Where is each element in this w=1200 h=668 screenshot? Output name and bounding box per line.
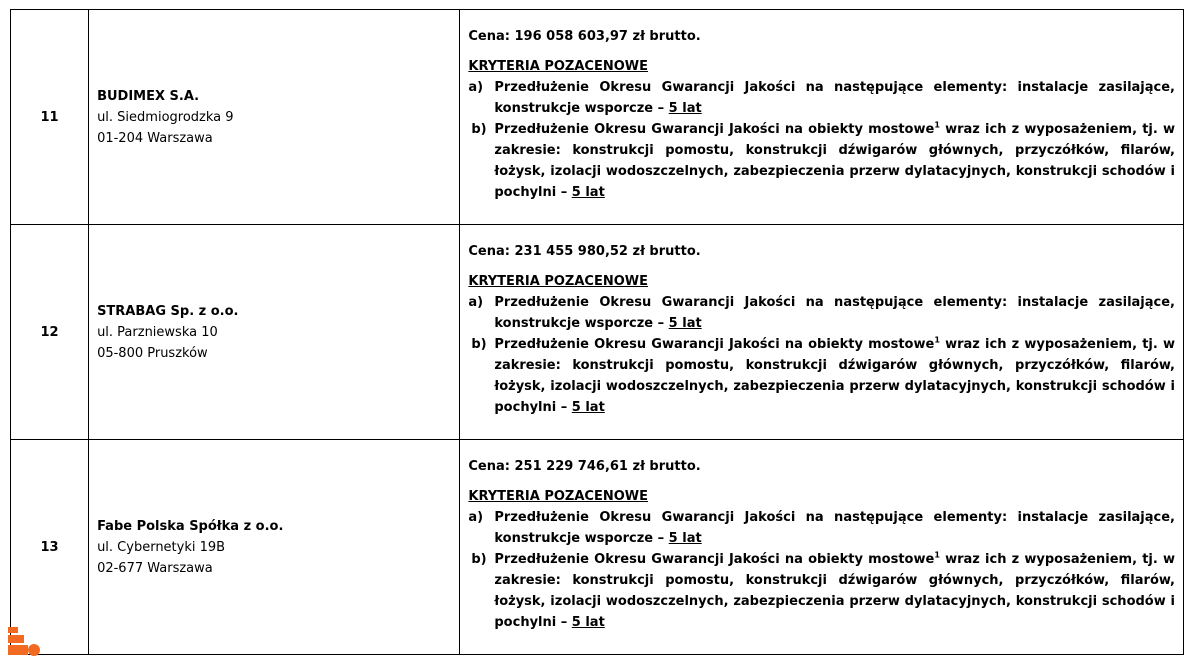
offer-cell <box>460 10 1184 225</box>
criteria-heading: KRYTERIA POZACENOWE <box>468 489 648 504</box>
company-cell <box>89 225 460 440</box>
criterion-a-body <box>494 77 1175 119</box>
criterion-b-text-2: wraz ich z wyposażeniem, tj. w zakresie: konstrukcji pomostu, konstrukcji dźwigarów głównych, przyczółków, filarów, łożysk, izolacji wodoszczelnych, zabezpieczenia przerw dylatacyjnych, konstrukcji schodów i pochylni – <box>494 122 1175 200</box>
criterion-b-duration: 5 lat <box>571 185 605 200</box>
criterion-a-text: Przedłużenie Okresu Gwarancji Jakości na następujące elementy: instalacje zasilające, konstrukcje wsporcze – <box>494 510 1175 546</box>
criterion-b-text-1: Przedłużenie Okresu Gwarancji Jakości na obiekty mostowe <box>494 337 935 352</box>
footnote-marker: 1 <box>934 550 940 560</box>
offer-cell <box>460 225 1184 440</box>
company-cell <box>89 10 460 225</box>
company-street: ul. Siedmiogrodzka 9 <box>97 109 234 125</box>
criterion-b-duration: 5 lat <box>571 400 605 415</box>
criterion-a-body <box>494 507 1175 549</box>
criteria-heading: KRYTERIA POZACENOWE <box>468 59 648 74</box>
criterion-b <box>468 119 1175 203</box>
row-number: 13 <box>11 440 89 655</box>
criterion-a-text: Przedłużenie Okresu Gwarancji Jakości na następujące elementy: instalacje zasilające, konstrukcje wsporcze – <box>494 80 1175 116</box>
criterion-a-duration: 5 lat <box>668 316 702 331</box>
table-row <box>11 225 1184 440</box>
offers-table <box>10 9 1184 655</box>
row-number: 12 <box>11 225 89 440</box>
criterion-b-body <box>494 549 1175 633</box>
criterion-b-text-1: Przedłużenie Okresu Gwarancji Jakości na obiekty mostowe <box>494 122 935 137</box>
criterion-a-letter: a) <box>468 295 484 310</box>
criterion-a <box>468 77 1175 119</box>
table-row <box>11 440 1184 655</box>
company-name: BUDIMEX S.A. <box>97 88 200 104</box>
row-number: 11 <box>11 10 89 225</box>
criterion-a-duration: 5 lat <box>668 101 702 116</box>
criterion-a-duration: 5 lat <box>668 531 702 546</box>
company-city: 02-677 Warszawa <box>97 560 213 576</box>
company-street: ul. Cybernetyki 19B <box>97 539 226 555</box>
criterion-b-body <box>494 119 1175 203</box>
footnote-marker: 1 <box>934 335 940 345</box>
criterion-b-letter: b) <box>471 337 487 352</box>
criterion-a-letter: a) <box>468 510 484 525</box>
offer-price: Cena: 196 058 603,97 zł brutto. <box>468 29 701 44</box>
company-city: 05-800 Pruszków <box>97 345 208 361</box>
criterion-b-text-1: Przedłużenie Okresu Gwarancji Jakości na obiekty mostowe <box>494 552 935 567</box>
criterion-b-text-2: wraz ich z wyposażeniem, tj. w zakresie: konstrukcji pomostu, konstrukcji dźwigarów głównych, przyczółków, filarów, łożysk, izolacji wodoszczelnych, zabezpieczenia przerw dylatacyjnych, konstrukcji schodów i pochylni – <box>494 552 1175 630</box>
company-street: ul. Parzniewska 10 <box>97 324 218 340</box>
table-row <box>11 10 1184 225</box>
criteria-heading: KRYTERIA POZACENOWE <box>468 274 648 289</box>
offer-price: Cena: 231 455 980,52 zł brutto. <box>468 244 701 259</box>
company-name: Fabe Polska Spółka z o.o. <box>97 518 284 534</box>
criterion-b-body <box>494 334 1175 418</box>
criterion-a-letter: a) <box>468 80 484 95</box>
company-cell <box>89 440 460 655</box>
offer-cell <box>460 440 1184 655</box>
criterion-a-body <box>494 292 1175 334</box>
criterion-a-text: Przedłużenie Okresu Gwarancji Jakości na następujące elementy: instalacje zasilające, konstrukcje wsporcze – <box>494 295 1175 331</box>
criterion-a <box>468 507 1175 549</box>
company-city: 01-204 Warszawa <box>97 130 213 146</box>
criterion-b-letter: b) <box>471 552 487 567</box>
company-name: STRABAG Sp. z o.o. <box>97 303 239 319</box>
criterion-b <box>468 549 1175 633</box>
offer-price: Cena: 251 229 746,61 zł brutto. <box>468 459 701 474</box>
criterion-b-letter: b) <box>471 122 487 137</box>
criterion-a <box>468 292 1175 334</box>
criterion-b <box>468 334 1175 418</box>
criterion-b-text-2: wraz ich z wyposażeniem, tj. w zakresie: konstrukcji pomostu, konstrukcji dźwigarów głównych, przyczółków, filarów, łożysk, izolacji wodoszczelnych, zabezpieczenia przerw dylatacyjnych, konstrukcji schodów i pochylni – <box>494 337 1175 415</box>
footnote-marker: 1 <box>934 120 940 130</box>
orange-blocks-logo-icon <box>8 627 48 661</box>
criterion-b-duration: 5 lat <box>571 615 605 630</box>
